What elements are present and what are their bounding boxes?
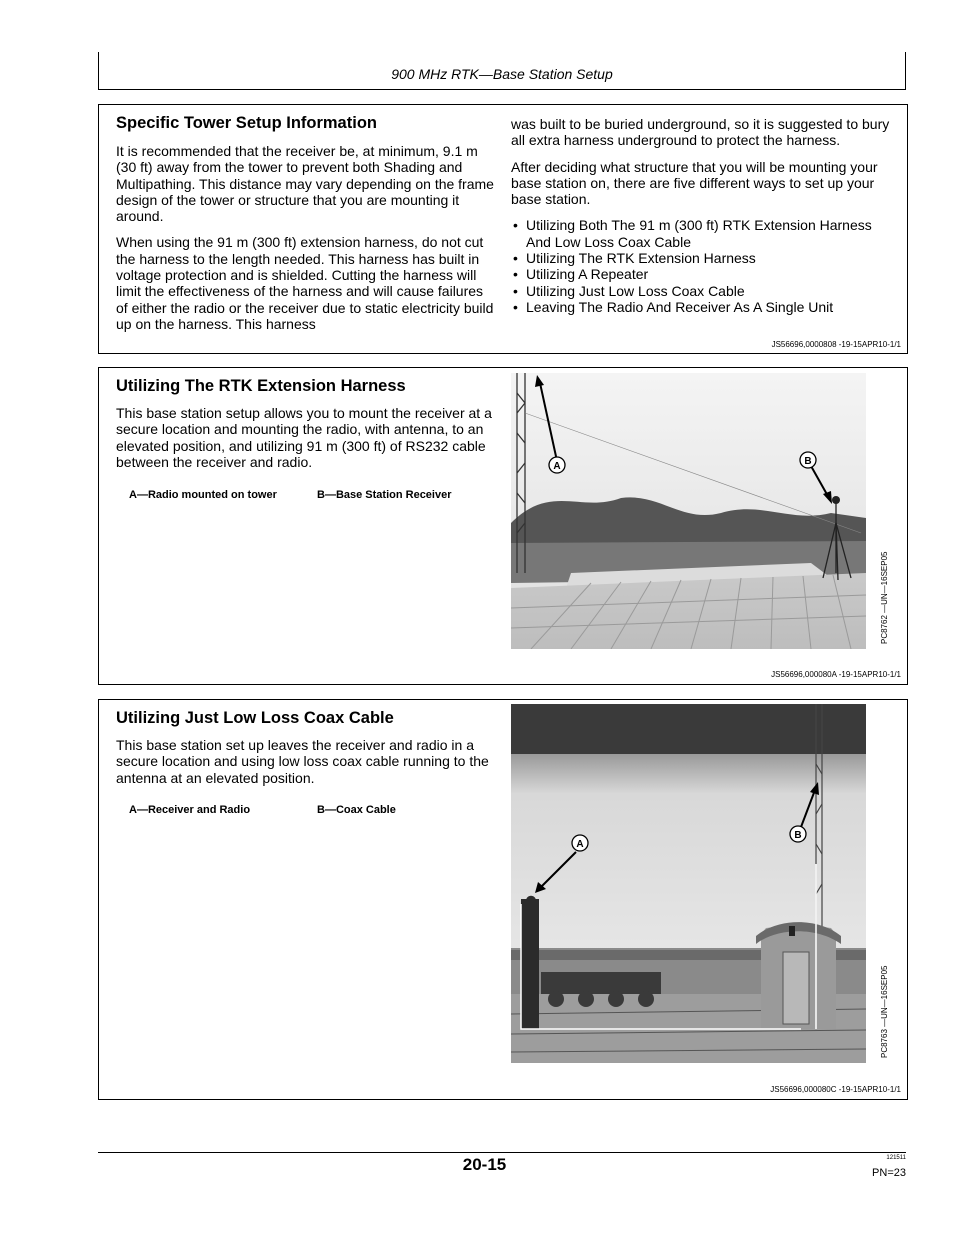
paragraph: This base station set up leaves the receiver and radio in a secure location and using low loss coax cable running to the antenna at an elevated position.: [116, 737, 489, 786]
list-item: • Utilizing A Repeater: [511, 266, 896, 282]
photo-id: PC8762 —UN—16SEP05: [880, 551, 889, 644]
section-body: [116, 737, 498, 796]
shed-tower-photo: [511, 704, 866, 1063]
callout-b-label: B: [794, 830, 802, 841]
section-left-column: [116, 143, 494, 342]
callout-a-label: A: [576, 839, 584, 850]
footer-code: 121511: [886, 1155, 906, 1161]
list-item: • Utilizing Both The 91 m (300 ft) RTK Extension Harness And Low Loss Coax Cable: [511, 217, 896, 250]
legend-a: A—Receiver and Radio: [129, 804, 251, 816]
paragraph: was built to be buried underground, so it is suggested to bury all extra harness underground to protect the harness.: [511, 116, 890, 149]
callout-b-label: B: [804, 456, 812, 467]
footer-pn: PN=23: [872, 1167, 906, 1179]
legend-b: B—Coax Cable: [317, 804, 396, 816]
section-low-loss-coax: [98, 699, 908, 1100]
document-reference: JS56696,000080C -19-15APR10-1/1: [770, 1085, 901, 1094]
photo-id: PC8763 —UN—16SEP05: [880, 965, 889, 1058]
list-item: • Utilizing Just Low Loss Coax Cable: [511, 283, 896, 299]
legend-a: A—Radio mounted on tower: [129, 489, 277, 501]
photo-illustration: [511, 373, 866, 649]
section-rtk-extension-harness: [98, 367, 908, 685]
section-heading: Specific Tower Setup Information: [116, 114, 377, 132]
page-header-title: 900 MHz RTK—Base Station Setup: [391, 66, 613, 82]
callout-a-label: A: [553, 461, 561, 472]
legend-b: B—Base Station Receiver: [317, 489, 452, 501]
document-reference: JS56696,0000808 -19-15APR10-1/1: [771, 340, 901, 349]
section-body: [116, 405, 498, 480]
footer-rule: [98, 1152, 906, 1153]
section-heading: Utilizing Just Low Loss Coax Cable: [116, 709, 394, 727]
photo-illustration: [511, 704, 866, 1063]
paragraph: When using the 91 m (300 ft) extension harness, do not cut the harness to the length needed. This harness has built in voltage protection and is shielded. Cutting the harness will limit the effectiveness of the harness and will cause failures of either the radio or the receiver due to static electricity build up on the harness. This harness: [116, 234, 494, 332]
list-item: • Leaving The Radio And Receiver As A Single Unit: [511, 299, 896, 315]
document-reference: JS56696,000080A -19-15APR10-1/1: [771, 670, 901, 679]
section-tower-setup: [98, 104, 908, 354]
tower-receiver-photo: [511, 373, 866, 649]
setup-options-list: [511, 217, 896, 315]
paragraph: After deciding what structure that you will be mounting your base station on, there are five different ways to set up your base station.: [511, 158, 878, 208]
section-heading: Utilizing The RTK Extension Harness: [116, 377, 406, 395]
list-item: • Utilizing The RTK Extension Harness: [511, 250, 896, 266]
page-number: 20-15: [462, 1155, 507, 1174]
section-right-column: [511, 116, 896, 315]
paragraph: It is recommended that the receiver be, at minimum, 9.1 m (30 ft) away from the tower to prevent both Shading and Multipathing. This distance may vary depending on the frame design of the tower or structure that you are mounting it around.: [116, 143, 494, 225]
paragraph: This base station setup allows you to mount the receiver at a secure location and mounting the radio, with antenna, to an elevated position, and utilizing 91 m (300 ft) of RS232 cable between the receiver and radio.: [116, 405, 492, 470]
